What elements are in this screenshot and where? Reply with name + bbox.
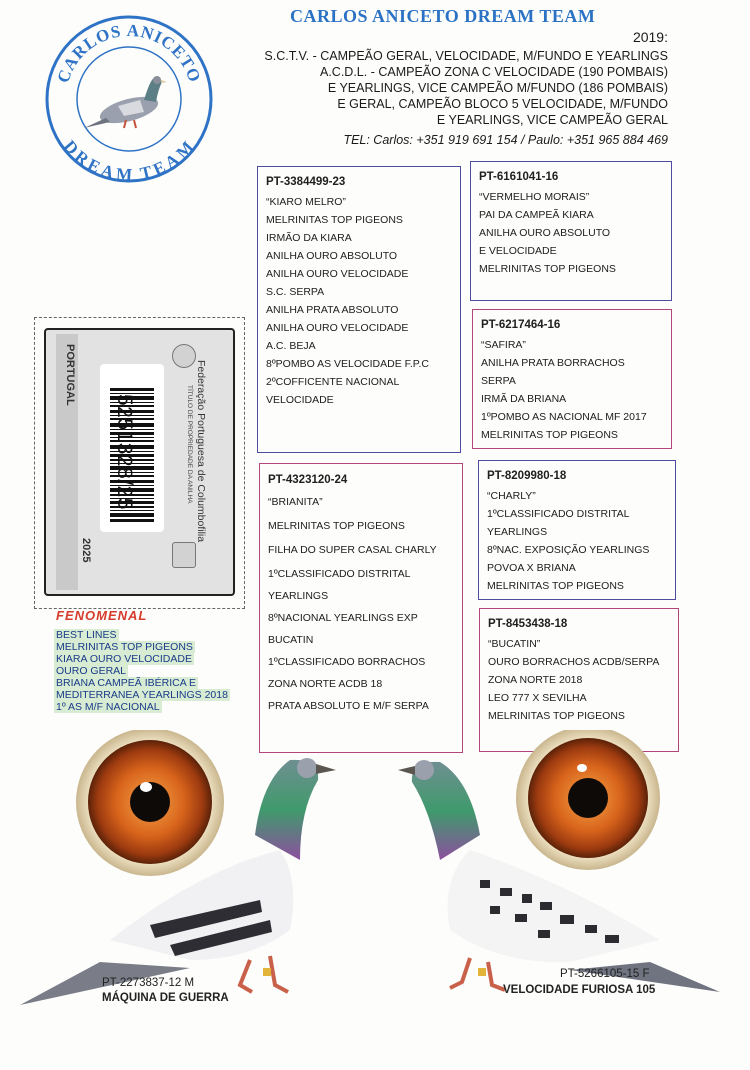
pedigree-line: BUCATIN xyxy=(268,634,314,646)
header-year: 2019: xyxy=(632,29,668,45)
svg-text:CARLOS ANICETO: CARLOS ANICETO xyxy=(53,20,205,86)
pedigree-line: POVOA X BRIANA xyxy=(487,562,576,574)
pedigree-line: LEO 777 X SEVILHA xyxy=(488,692,587,704)
pedigree-line: ANILHA PRATA BORRACHOS xyxy=(481,357,625,369)
federation-emblem-icon xyxy=(172,344,196,368)
pedigree-ring-id: PT-6217464-16 xyxy=(481,319,561,331)
female-eye-closeup xyxy=(516,730,660,870)
pedigree-line: MELRINITAS TOP PIGEONS xyxy=(479,263,616,275)
pedigree-line: MELRINITAS TOP PIGEONS xyxy=(487,580,624,592)
fenomenal-line: OURO GERAL xyxy=(56,665,127,677)
female-name: VELOCIDADE FURIOSA 105 xyxy=(503,984,656,996)
fenomenal-line: BEST LINES xyxy=(56,629,117,641)
pedigree-line: ANILHA OURO VELOCIDADE xyxy=(266,268,409,280)
pedigree-line: “SAFIRA” xyxy=(481,339,526,351)
pedigree-line: S.C. SERPA xyxy=(266,286,325,298)
pedigree-card-vermelho-morais xyxy=(470,161,672,301)
pedigree-line: PRATA ABSOLUTO E M/F SERPA xyxy=(268,700,429,712)
fenomenal-line: MELRINITAS TOP PIGEONS xyxy=(56,641,193,653)
pedigree-ring-id: PT-8209980-18 xyxy=(487,470,567,482)
pedigree-line: “CHARLY” xyxy=(487,490,536,502)
federation-shield-icon xyxy=(172,542,196,568)
pedigree-line: MELRINITAS TOP PIGEONS xyxy=(488,710,625,722)
pedigree-line: ANILHA OURO VELOCIDADE xyxy=(266,322,409,334)
pedigree-line: VELOCIDADE xyxy=(266,394,334,406)
pedigree-line: ZONA NORTE ACDB 18 xyxy=(268,678,383,690)
header-achievement-1: S.C.T.V. - CAMPEÃO GERAL, VELOCIDADE, M/FUNDO E YEARLINGS xyxy=(264,49,668,63)
pedigree-line: PAI DA CAMPEÃ KIARA xyxy=(479,209,594,221)
pedigree-line: OURO BORRACHOS ACDB/SERPA xyxy=(488,656,660,668)
pedigree-card-charly xyxy=(478,460,676,600)
fenomenal-title: FENOMENAL xyxy=(56,608,148,623)
male-ring: PT-2273837-12 M xyxy=(102,977,195,989)
pedigree-line: 1ºCLASSIFICADO DISTRITAL xyxy=(268,568,411,580)
pedigree-line: FILHA DO SUPER CASAL CHARLY xyxy=(268,544,437,556)
pedigree-line: MELRINITAS TOP PIGEONS xyxy=(481,429,618,441)
pedigree-line: 1ºCLASSIFICADO DISTRITAL xyxy=(487,508,630,520)
team-title: CARLOS ANICETO DREAM TEAM xyxy=(290,6,596,26)
certificate-year: 2025 xyxy=(80,538,92,563)
header-achievement-3: E YEARLINGS, VICE CAMPEÃO M/FUNDO (186 POMBAIS) xyxy=(327,81,668,95)
pedigree-line: MELRINITAS TOP PIGEONS xyxy=(266,214,403,226)
pedigree-line: IRMÃO DA KIARA xyxy=(266,232,352,244)
pedigree-ring-id: PT-8453438-18 xyxy=(488,618,568,630)
pedigree-line: 1ºCLASSIFICADO BORRACHOS xyxy=(268,656,426,668)
pedigree-line: A.C. BEJA xyxy=(266,340,316,352)
male-eye-closeup xyxy=(76,730,224,876)
pedigree-line: “VERMELHO MORAIS” xyxy=(479,191,590,203)
pedigree-line: YEARLINGS xyxy=(487,526,548,538)
fenomenal-line: MEDITERRANEA YEARLINGS 2018 xyxy=(56,689,228,701)
fenomenal-list xyxy=(54,629,230,713)
pedigree-ring-id: PT-3384499-23 xyxy=(266,176,346,188)
logo-pigeon-icon xyxy=(84,76,167,128)
header-telephone: TEL: Carlos: +351 919 691 154 / Paulo: +351 965 884 469 xyxy=(343,133,668,147)
pedigree-line: ZONA NORTE 2018 xyxy=(488,674,583,686)
certificate-federation: Federação Portuguesa de Columbofilia xyxy=(195,360,207,543)
pedigree-line: “BUCATIN” xyxy=(488,638,541,650)
certificate-subtitle: TÍTULO DE PROPRIEDADE DA ANILHA xyxy=(186,385,193,504)
pedigree-line: ANILHA OURO ABSOLUTO xyxy=(266,250,398,262)
pedigree-card-kiaro-melro xyxy=(257,166,461,453)
pedigree-line: 8ºNACIONAL YEARLINGS EXP xyxy=(268,612,418,624)
pedigree-line: 8ºNAC. EXPOSIÇÃO YEARLINGS xyxy=(487,544,650,556)
fenomenal-line: 1º AS M/F NACIONAL xyxy=(56,701,160,713)
pedigree-line: YEARLINGS xyxy=(268,590,329,602)
fenomenal-line: KIARA OURO VELOCIDADE xyxy=(56,653,192,665)
fenomenal-line: BRIANA CAMPEÃ IBÉRICA E xyxy=(56,677,197,689)
pedigree-card-brianita xyxy=(259,463,463,753)
pedigree-line: ANILHA PRATA ABSOLUTO xyxy=(266,304,399,316)
header-achievement-5: E YEARLINGS, VICE CAMPEÃO GERAL xyxy=(436,113,668,127)
pedigree-line: “KIARO MELRO” xyxy=(266,196,346,208)
team-logo-seal xyxy=(44,14,214,184)
pedigree-line: IRMÃ DA BRIANA xyxy=(481,393,567,405)
pedigree-line: 2ºCOFFICENTE NACIONAL xyxy=(266,376,400,388)
pedigree-line: 8ºPOMBO AS VELOCIDADE F.P.C xyxy=(266,358,429,370)
pedigree-ring-id: PT-6161041-16 xyxy=(479,171,559,183)
pedigree-line: “BRIANITA” xyxy=(268,496,323,508)
svg-text:DREAM TEAM: DREAM TEAM xyxy=(59,136,198,184)
header-achievement-2: A.C.D.L. - CAMPEÃO ZONA C VELOCIDADE (190 POMBAIS) xyxy=(320,65,668,79)
pedigree-line: SERPA xyxy=(481,375,516,387)
certificate-ring-number: 5251328/25 xyxy=(113,394,136,510)
header-achievement-4: E GERAL, CAMPEÃO BLOCO 5 VELOCIDADE, M/FUNDO xyxy=(337,97,668,111)
certificate-country: PORTUGAL xyxy=(64,344,76,406)
pedigree-line: 1ºPOMBO AS NACIONAL MF 2017 xyxy=(481,411,647,423)
pedigree-card-safira xyxy=(472,309,672,449)
pedigree-line: MELRINITAS TOP PIGEONS xyxy=(268,520,405,532)
male-name: MÁQUINA DE GUERRA xyxy=(102,992,229,1004)
female-ring: PT-5266105-15 F xyxy=(560,968,650,980)
pedigree-ring-id: PT-4323120-24 xyxy=(268,474,348,486)
pedigree-line: E VELOCIDADE xyxy=(479,245,557,257)
pedigree-line: ANILHA OURO ABSOLUTO xyxy=(479,227,611,239)
